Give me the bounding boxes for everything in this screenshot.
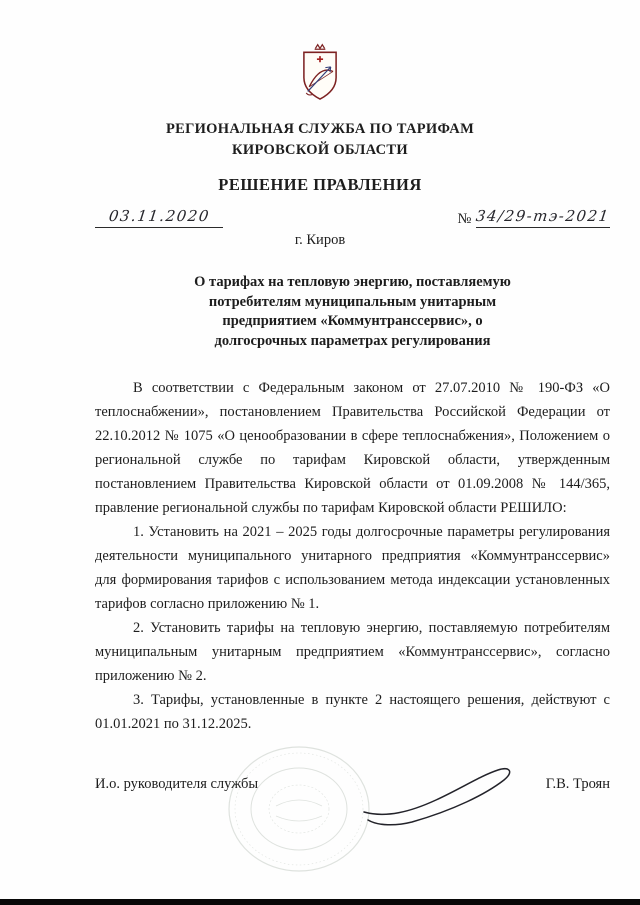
city-label: г. Киров [294, 232, 346, 248]
org-name-line1: РЕГИОНАЛЬНАЯ СЛУЖБА ПО ТАРИФАМ [165, 121, 475, 137]
paragraph-item-1: 1. Установить на 2021 – 2025 годы долгосрочные параметры регулирования деятельности муниципального унитарного предприятия «Коммунтранссервис» для формирования тарифов с использованием метода индексации установленных тарифов согласно приложению № 1. [95, 524, 610, 612]
paragraph-preamble: В соответствии с Федеральным законом от 27.07.2010 № 190-ФЗ «О теплоснабжении», постановлением Правительства Российской Федерации от 22.10.2012 № 1075 «О ценообразовании в сфере теплоснабжения», Положением о региональной службе по тарифам Кировской области, утвержденным постановлением Правительства Кировской области от 01.09.2008 № 144/365, правление региональной службы по тарифам Кировской области РЕШИЛО: [95, 380, 610, 516]
subject-title: О тарифах на тепловую энергию, поставляемую потребителям муниципальным унитарным предприятием «Коммунтранссервис», о долгосрочных параметрах регулирования [194, 274, 511, 349]
signatory-name: Г.В. Троян [545, 776, 610, 792]
signatory-position: И.о. руководителя службы [95, 776, 259, 792]
document-type-title: РЕШЕНИЕ ПРАВЛЕНИЯ [218, 175, 422, 194]
scan-edge-artifact [0, 899, 640, 905]
date-field [95, 207, 223, 228]
org-name [0, 119, 640, 161]
number-field [457, 207, 610, 228]
number-sign: № [457, 211, 472, 227]
coat-of-arms-svg [297, 42, 343, 104]
paragraph-item-2: 2. Установить тарифы на тепловую энергию, поставляемую потребителям муниципальным унитарным предприятием «Коммунтранссервис», согласно приложению № 2. [95, 620, 610, 684]
handwritten-date: 03.11.2020 [107, 207, 211, 225]
org-name-line2: КИРОВСКОЙ ОБЛАСТИ [232, 142, 408, 158]
date-number-row [95, 207, 610, 228]
kirov-coat-of-arms-icon [0, 0, 640, 109]
paragraph-item-3: 3. Тарифы, установленные в пункте 2 настоящего решения, действуют с 01.01.2021 по 31.12.2025. [95, 692, 610, 732]
document-body [95, 376, 610, 736]
number-line [476, 207, 610, 228]
signature-row [95, 776, 610, 793]
content-column [95, 273, 610, 793]
handwritten-number: 34/29-тэ-2021 [475, 207, 612, 225]
